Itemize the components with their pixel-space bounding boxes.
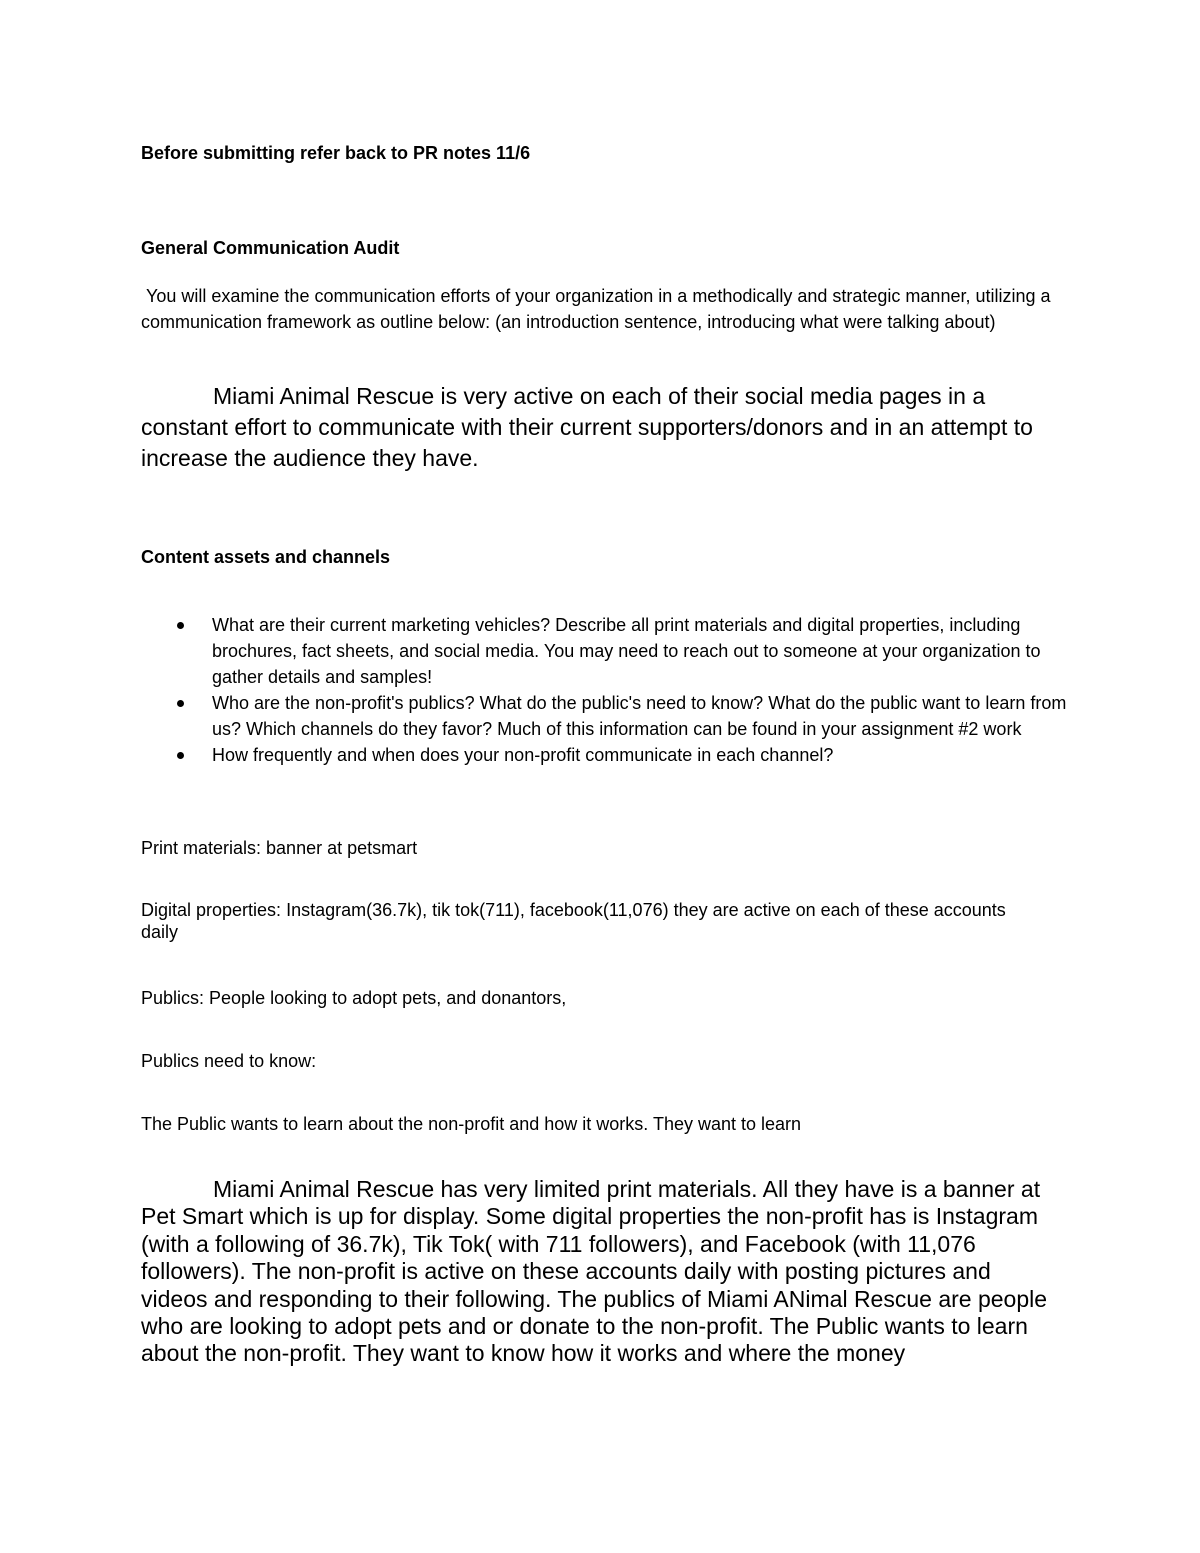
content-assets-heading: Content assets and channels — [141, 547, 391, 567]
audit-answer-paragraph — [141, 381, 1071, 474]
list-item — [141, 742, 1081, 768]
bullet-icon — [177, 752, 184, 759]
list-item-text: Who are the non-profit's publics? What do the public's need to know? What do the public want to learn from us? Which channels do they favor? Much of this information can be found in your assignment #2 work — [212, 693, 1067, 739]
bullet-icon — [177, 700, 184, 707]
audit-answer-text: Miami Animal Rescue is very active on each of their social media pages in a constant effort to communicate with their current supporters/donors and in an attempt to increase the audience they have. — [141, 383, 1033, 471]
digital-properties-note: Digital properties: Instagram(36.7k), tik tok(711), facebook(11,076) they are active on each of these accounts daily — [141, 900, 1006, 942]
publics-note: Publics: People looking to adopt pets, and donantors, — [141, 988, 567, 1008]
list-item — [141, 690, 1081, 742]
question-bullet-list — [141, 612, 1081, 768]
closing-paragraph — [141, 1176, 1061, 1368]
submit-reminder-heading: Before submitting refer back to PR notes 11/6 — [141, 143, 531, 163]
publics-need-to-know-note: Publics need to know: — [141, 1051, 317, 1071]
list-item-text: How frequently and when does your non-profit communicate in each channel? — [212, 745, 834, 765]
audit-instructions: You will examine the communication efforts of your organization in a methodically and strategic manner, utilizing a communication framework as outline below: (an introduction sentence, introducing what were talking about) — [141, 286, 1056, 332]
audit-heading: General Communication Audit — [141, 238, 400, 258]
closing-paragraph-text: Miami Animal Rescue has very limited print materials. All they have is a banner at Pet Smart which is up for display. Some digital properties the non-profit has is Instagram (with a following of 36.7k), Tik Tok( with 711 followers), and Facebook (with 11,076 followers). The non-profit is active on these accounts daily with posting pictures and videos and responding to their following. The publics of Miami ANimal Rescue are people who are looking to adopt pets and or donate to the non-profit. The Public wants to learn about the non-profit. They want to know how it works and where the money — [141, 1176, 1048, 1367]
list-item-text: What are their current marketing vehicles? Describe all print materials and digital properties, including brochures, fact sheets, and social media. You may need to reach out to someone at your organization to gather details and samples! — [212, 615, 1041, 687]
bullet-icon — [177, 622, 184, 629]
public-wants-to-learn-note: The Public wants to learn about the non-profit and how it works. They want to learn — [141, 1114, 802, 1134]
print-materials-note: Print materials: banner at petsmart — [141, 838, 418, 858]
list-item — [141, 612, 1081, 690]
